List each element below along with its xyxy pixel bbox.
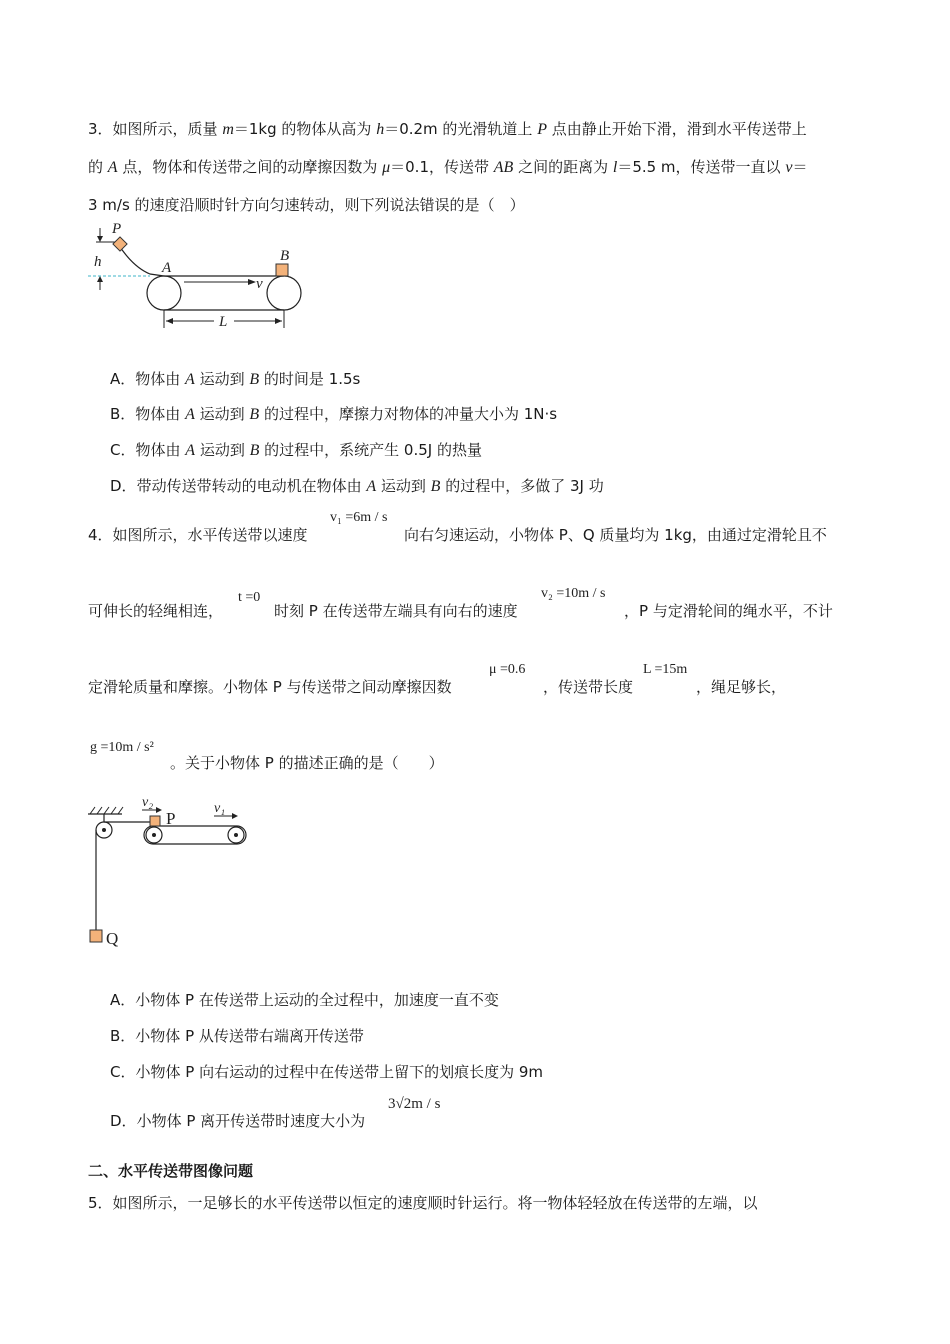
q3-option-b[interactable]: B．物体由 A 运动到 B 的过程中，摩擦力对物体的冲量大小为 1N·s <box>110 405 558 423</box>
q4-line-2: 可伸长的轻绳相连， <box>88 602 224 620</box>
q4-line-2-mid: 时刻 P 在传送带左端具有向右的速度 <box>274 602 518 620</box>
q4-line-2-tail: ，P 与定滑轮间的绳水平，不计 <box>624 602 833 620</box>
q4-math-t0: t =0 <box>238 590 261 605</box>
q4-option-c[interactable]: C．小物体 P 向右运动的过程中在传送带上留下的划痕长度为 9m <box>110 1063 543 1081</box>
q4-math-l: L =15m <box>643 662 688 677</box>
q4-math-v1: v₁ =6m / s <box>330 510 388 525</box>
label-v1: v₁ <box>214 801 226 816</box>
q4-option-d[interactable]: D．小物体 P 离开传送带时速度大小为 <box>110 1112 366 1130</box>
q4-math-mu: μ =0.6 <box>489 662 526 677</box>
label-p: P <box>166 809 176 828</box>
label-h: h <box>94 254 102 270</box>
block-p <box>113 237 127 251</box>
q3-option-c[interactable]: C．物体由 A 运动到 B 的过程中，系统产生 0.5J 的热量 <box>110 441 482 459</box>
q4-line-1-tail: 向右匀速运动，小物体 P、Q 质量均为 1kg，由通过定滑轮且不 <box>404 526 827 544</box>
q3-conveyor-figure <box>88 222 318 334</box>
curved-track <box>118 244 164 276</box>
q5-line-1: 5．如图所示，一足够长的水平传送带以恒定的速度顺时针运行。将一物体轻轻放在传送带的左端，以 <box>88 1194 758 1212</box>
label-l: L <box>219 314 228 330</box>
q4-line-4: 。关于小物体 P 的描述正确的是（ ） <box>170 754 444 772</box>
q3-line-1: 3．如图所示，质量 m＝1kg 的物体从高为 h＝0.2m 的光滑轨道上 P 点由静止开始下滑，滑到水平传送带上 <box>88 120 807 138</box>
q3-option-d[interactable]: D．带动传送带转动的电动机在物体由 A 运动到 B 的过程中，多做了 3J 功 <box>110 477 604 495</box>
section-2-title: 二、水平传送带图像问题 <box>88 1162 254 1180</box>
pulley-right <box>267 276 301 310</box>
label-a: A <box>162 260 172 276</box>
label-v2: v₂ <box>142 795 154 810</box>
q4-line-3: 定滑轮质量和摩擦。小物体 P 与传送带之间动摩擦因数 <box>88 678 452 696</box>
q4-option-d-math: 3√2m / s <box>388 1096 441 1112</box>
q4-line-1: 4．如图所示，水平传送带以速度 <box>88 526 308 544</box>
q4-line-3-tail: ，绳足够长， <box>696 678 787 696</box>
label-p: P <box>112 222 122 237</box>
block-q <box>90 930 102 942</box>
q3-option-a[interactable]: A．物体由 A 运动到 B 的时间是 1.5s <box>110 370 361 388</box>
q3-line-2: 的 A 点，物体和传送带之间的动摩擦因数为 μ＝0.1，传送带 AB 之间的距离为 l＝5.5 m，传送带一直以 v＝ <box>88 158 808 176</box>
q4-pulley-figure <box>86 794 256 954</box>
q4-line-3-mid: ，传送带长度 <box>543 678 634 696</box>
q4-option-b[interactable]: B．小物体 P 从传送带右端离开传送带 <box>110 1027 364 1045</box>
label-v: v <box>256 276 263 292</box>
label-q: Q <box>106 929 119 948</box>
q4-math-v2: v₂ =10m / s <box>541 586 606 601</box>
label-b: B <box>280 248 290 264</box>
q4-option-a[interactable]: A．小物体 P 在传送带上运动的全过程中，加速度一直不变 <box>110 991 499 1009</box>
block-p <box>150 816 160 826</box>
block-b <box>276 264 288 276</box>
q4-math-g: g =10m / s² <box>90 740 154 755</box>
pulley-left <box>147 276 181 310</box>
q3-line-3: 3 m/s 的速度沿顺时针方向匀速转动，则下列说法错误的是（ ） <box>88 196 525 214</box>
